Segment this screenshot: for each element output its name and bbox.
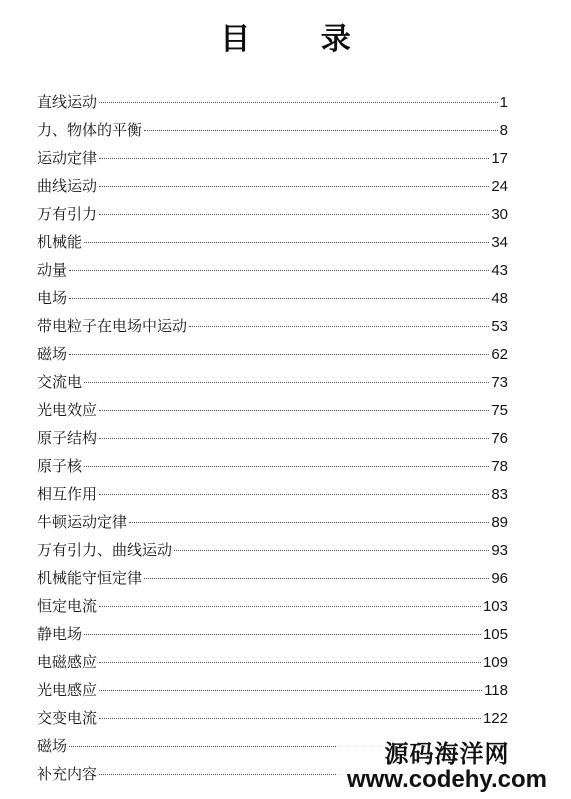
toc-dot-leader (99, 186, 489, 187)
toc-entry[interactable] (37, 312, 508, 340)
toc-dot-leader (144, 578, 489, 579)
toc-dot-leader (99, 410, 489, 411)
toc-entry[interactable] (37, 508, 508, 536)
toc-entry[interactable] (37, 200, 508, 228)
toc-entry-page: 17 (491, 150, 508, 167)
toc-entry-label: 交流电 (37, 373, 83, 391)
toc-entry-label: 磁场 (37, 345, 68, 363)
toc-entry[interactable] (37, 284, 508, 312)
toc-dot-leader (99, 606, 481, 607)
toc-entry-label: 曲线运动 (37, 177, 98, 195)
toc-entry-page: 76 (491, 430, 508, 447)
toc-entry-page: 1 (499, 94, 508, 111)
toc-dot-leader (174, 550, 489, 551)
toc-entry-label: 磁场 (37, 737, 68, 755)
toc-entry-label: 原子核 (37, 457, 83, 475)
toc-entry[interactable] (37, 424, 508, 452)
toc-entry[interactable] (37, 172, 508, 200)
toc-entry-page: 103 (482, 598, 508, 615)
toc-entry[interactable] (37, 704, 508, 732)
toc-dot-leader (99, 662, 481, 663)
table-of-contents (37, 88, 508, 788)
toc-dot-leader (189, 326, 489, 327)
toc-entry[interactable] (37, 452, 508, 480)
toc-dot-leader (144, 130, 498, 131)
toc-dot-leader (69, 354, 489, 355)
toc-dot-leader (69, 270, 489, 271)
toc-dot-leader (84, 382, 489, 383)
toc-entry-label: 电场 (37, 289, 68, 307)
toc-dot-leader (129, 522, 489, 523)
toc-dot-leader (84, 634, 481, 635)
toc-entry-page: 109 (482, 654, 508, 671)
toc-entry[interactable] (37, 648, 508, 676)
toc-entry[interactable] (37, 88, 508, 116)
toc-entry-label: 静电场 (37, 625, 83, 643)
toc-dot-leader (99, 214, 489, 215)
toc-entry-page: 30 (491, 206, 508, 223)
toc-entry-page: 93 (491, 542, 508, 559)
toc-entry-page: 78 (491, 458, 508, 475)
toc-dot-leader (84, 242, 489, 243)
toc-entry-page: 122 (482, 710, 508, 727)
toc-entry-page: 24 (491, 178, 508, 195)
toc-dot-leader (99, 158, 489, 159)
toc-entry-page: 62 (491, 346, 508, 363)
toc-entry[interactable] (37, 368, 508, 396)
toc-entry-label: 光电感应 (37, 681, 98, 699)
toc-entry-label: 牛顿运动定律 (37, 513, 128, 531)
toc-entry-label: 相互作用 (37, 485, 98, 503)
toc-entry-page: 53 (491, 318, 508, 335)
page-title: 目 录 (220, 22, 381, 57)
toc-entry-label: 机械能守恒定律 (37, 569, 143, 587)
toc-entry-page: 34 (491, 234, 508, 251)
toc-entry-label: 光电效应 (37, 401, 98, 419)
toc-entry-page: 83 (491, 486, 508, 503)
toc-entry[interactable] (37, 228, 508, 256)
toc-entry-label: 机械能 (37, 233, 83, 251)
toc-entry-page: 105 (482, 626, 508, 643)
toc-entry-label: 电磁感应 (37, 653, 98, 671)
toc-entry-page: 89 (491, 514, 508, 531)
watermark-site-name: 源码海洋网 (384, 740, 510, 768)
toc-entry-label: 万有引力、曲线运动 (37, 541, 173, 559)
toc-entry[interactable] (37, 564, 508, 592)
toc-entry-label: 恒定电流 (37, 597, 98, 615)
toc-entry[interactable] (37, 256, 508, 284)
toc-entry-page: 73 (491, 374, 508, 391)
toc-entry-label: 原子结构 (37, 429, 98, 447)
toc-entry-page: 8 (499, 122, 508, 139)
toc-entry-label: 动量 (37, 261, 68, 279)
toc-entry-page: 43 (491, 262, 508, 279)
toc-entry[interactable] (37, 676, 508, 704)
toc-dot-leader (84, 466, 489, 467)
toc-entry-label: 交变电流 (37, 709, 98, 727)
toc-entry-label: 运动定律 (37, 149, 98, 167)
toc-entry[interactable] (37, 144, 508, 172)
toc-entry-label: 万有引力 (37, 205, 98, 223)
toc-entry-label: 带电粒子在电场中运动 (37, 317, 188, 335)
toc-dot-leader (99, 690, 482, 691)
toc-entry[interactable] (37, 396, 508, 424)
toc-dot-leader (99, 438, 489, 439)
toc-entry-page: 96 (491, 570, 508, 587)
toc-entry[interactable] (37, 592, 508, 620)
toc-dot-leader (69, 298, 489, 299)
toc-entry-page: 75 (491, 402, 508, 419)
toc-entry[interactable] (37, 340, 508, 368)
toc-entry-label: 补充内容 (37, 765, 98, 783)
toc-entry[interactable] (37, 116, 508, 144)
toc-entry[interactable] (37, 536, 508, 564)
toc-dot-leader (99, 102, 498, 103)
watermark-site-url: www.codehy.com (346, 766, 548, 794)
toc-entry[interactable] (37, 480, 508, 508)
site-watermark (337, 740, 557, 796)
toc-entry-page: 48 (491, 290, 508, 307)
toc-entry-page: 118 (484, 682, 508, 699)
toc-dot-leader (99, 718, 481, 719)
toc-dot-leader (99, 494, 489, 495)
toc-entry-label: 直线运动 (37, 93, 98, 111)
toc-entry[interactable] (37, 620, 508, 648)
toc-entry-label: 力、物体的平衡 (37, 121, 143, 139)
